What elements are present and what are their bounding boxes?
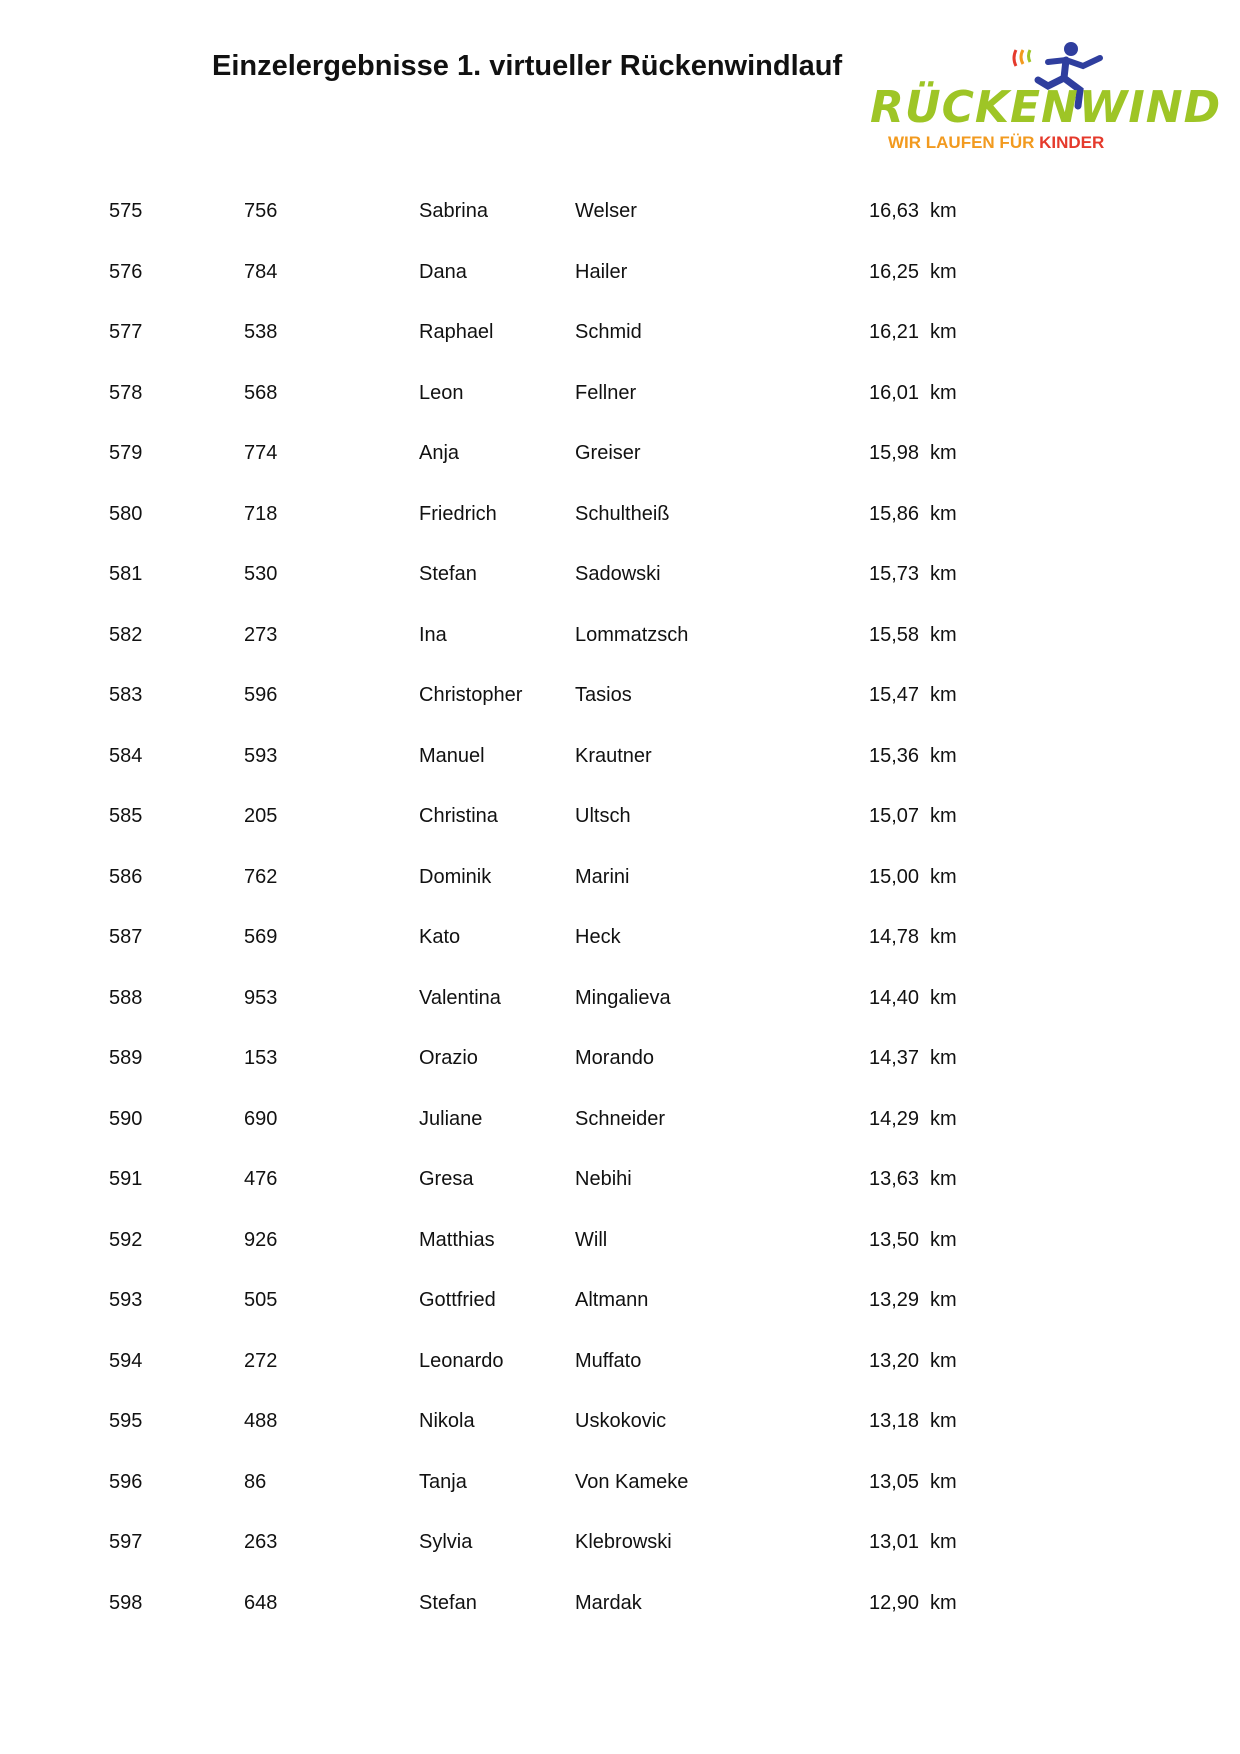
- bib-cell: 505: [244, 1289, 278, 1311]
- bib-cell: 648: [244, 1591, 278, 1614]
- rank-cell: 592: [109, 1228, 143, 1251]
- logo-tagline-part2: KINDER: [1039, 133, 1105, 152]
- first-name-cell: Ina: [419, 623, 447, 646]
- result-row: [0, 1158, 1240, 1219]
- result-row: [0, 432, 1240, 493]
- unit-cell: km: [930, 381, 957, 404]
- result-row: [0, 190, 1240, 251]
- unit-cell: km: [930, 986, 957, 1009]
- distance-cell: 15,07: [869, 805, 920, 827]
- last-name-cell: Schmid: [575, 321, 642, 343]
- last-name-cell: Tasios: [575, 684, 632, 706]
- rank-cell: 581: [109, 563, 143, 585]
- last-name-cell: Klebrowski: [575, 1531, 672, 1553]
- distance-cell: 15,86: [869, 502, 920, 525]
- page-title: Einzelergebnisse 1. virtueller Rückenwindlauf: [212, 50, 843, 82]
- results-list: [0, 190, 1240, 1642]
- distance-cell: 15,00: [869, 865, 920, 888]
- rank-cell: 591: [109, 1168, 143, 1190]
- bib-cell: 784: [244, 260, 278, 283]
- distance-cell: 16,01: [869, 381, 920, 404]
- unit-cell: km: [930, 1531, 957, 1553]
- first-name-cell: Dana: [419, 260, 467, 283]
- last-name-cell: Sadowski: [575, 563, 661, 585]
- result-row: [0, 1461, 1240, 1522]
- rank-cell: 597: [109, 1531, 143, 1553]
- first-name-cell: Nikola: [419, 1410, 475, 1432]
- first-name-cell: Sabrina: [419, 200, 488, 222]
- bib-cell: 153: [244, 1047, 278, 1069]
- last-name-cell: Krautner: [575, 744, 652, 767]
- last-name-cell: Von Kameke: [575, 1470, 689, 1493]
- rank-cell: 587: [109, 926, 143, 948]
- bib-cell: 86: [244, 1470, 267, 1493]
- logo-tagline: [888, 133, 1104, 153]
- first-name-cell: Juliane: [419, 1107, 483, 1130]
- first-name-cell: Gresa: [419, 1168, 474, 1190]
- distance-cell: 14,37: [869, 1047, 920, 1069]
- last-name-cell: Heck: [575, 926, 621, 948]
- unit-cell: km: [930, 744, 957, 767]
- unit-cell: km: [930, 805, 957, 827]
- distance-cell: 12,90: [869, 1591, 920, 1614]
- unit-cell: km: [930, 1349, 957, 1372]
- bib-cell: 476: [244, 1168, 278, 1190]
- bib-cell: 593: [244, 744, 278, 767]
- rank-cell: 583: [109, 684, 143, 706]
- last-name-cell: Lommatzsch: [575, 623, 689, 646]
- last-name-cell: Schultheiß: [575, 502, 670, 525]
- rueckenwind-logo: [868, 40, 1222, 155]
- bib-cell: 953: [244, 986, 278, 1009]
- last-name-cell: Welser: [575, 200, 637, 222]
- distance-cell: 15,73: [869, 563, 920, 585]
- bib-cell: 762: [244, 865, 278, 888]
- unit-cell: km: [930, 684, 957, 706]
- unit-cell: km: [930, 321, 957, 343]
- distance-cell: 15,58: [869, 623, 920, 646]
- bib-cell: 718: [244, 502, 278, 525]
- unit-cell: km: [930, 1591, 957, 1614]
- rank-cell: 576: [109, 260, 143, 283]
- distance-cell: 16,25: [869, 260, 920, 283]
- last-name-cell: Greiser: [575, 442, 641, 464]
- first-name-cell: Stefan: [419, 563, 477, 585]
- first-name-cell: Friedrich: [419, 502, 497, 525]
- bib-cell: 569: [244, 926, 278, 948]
- first-name-cell: Leon: [419, 381, 464, 404]
- bib-cell: 263: [244, 1531, 278, 1553]
- result-row: [0, 856, 1240, 917]
- last-name-cell: Altmann: [575, 1289, 649, 1311]
- result-row: [0, 1279, 1240, 1340]
- result-row: [0, 674, 1240, 735]
- distance-cell: 13,01: [869, 1531, 920, 1553]
- result-row: [0, 795, 1240, 856]
- unit-cell: km: [930, 1168, 957, 1190]
- bib-cell: 774: [244, 442, 278, 464]
- first-name-cell: Kato: [419, 926, 461, 948]
- rank-cell: 575: [109, 200, 143, 222]
- rank-cell: 594: [109, 1349, 143, 1372]
- first-name-cell: Christopher: [419, 684, 523, 706]
- result-row: [0, 1219, 1240, 1280]
- unit-cell: km: [930, 623, 957, 646]
- distance-cell: 16,63: [869, 200, 920, 222]
- result-row: [0, 493, 1240, 554]
- first-name-cell: Stefan: [419, 1591, 477, 1614]
- last-name-cell: Fellner: [575, 381, 637, 404]
- rank-cell: 589: [109, 1047, 143, 1069]
- rank-cell: 578: [109, 381, 143, 404]
- distance-cell: 13,29: [869, 1289, 920, 1311]
- distance-cell: 16,21: [869, 321, 920, 343]
- unit-cell: km: [930, 502, 957, 525]
- rank-cell: 590: [109, 1107, 143, 1130]
- rank-cell: 586: [109, 865, 143, 888]
- bib-cell: 568: [244, 381, 278, 404]
- result-row: [0, 372, 1240, 433]
- first-name-cell: Manuel: [419, 744, 485, 767]
- distance-cell: 13,20: [869, 1349, 920, 1372]
- unit-cell: km: [930, 442, 957, 464]
- last-name-cell: Nebihi: [575, 1168, 632, 1190]
- result-row: [0, 1340, 1240, 1401]
- unit-cell: km: [930, 200, 957, 222]
- result-row: [0, 614, 1240, 675]
- last-name-cell: Ultsch: [575, 805, 631, 827]
- bib-cell: 538: [244, 321, 278, 343]
- first-name-cell: Gottfried: [419, 1289, 496, 1311]
- first-name-cell: Orazio: [419, 1047, 478, 1069]
- first-name-cell: Anja: [419, 442, 460, 464]
- rank-cell: 595: [109, 1410, 143, 1432]
- unit-cell: km: [930, 865, 957, 888]
- rank-cell: 598: [109, 1591, 143, 1614]
- rank-cell: 580: [109, 502, 143, 525]
- result-row: [0, 1400, 1240, 1461]
- first-name-cell: Christina: [419, 805, 498, 827]
- bib-cell: 272: [244, 1349, 278, 1372]
- first-name-cell: Sylvia: [419, 1531, 473, 1553]
- bib-cell: 596: [244, 684, 278, 706]
- distance-cell: 13,50: [869, 1228, 920, 1251]
- bib-cell: 488: [244, 1410, 278, 1432]
- unit-cell: km: [930, 1470, 957, 1493]
- first-name-cell: Leonardo: [419, 1349, 504, 1372]
- result-row: [0, 916, 1240, 977]
- unit-cell: km: [930, 1289, 957, 1311]
- first-name-cell: Matthias: [419, 1228, 495, 1251]
- bib-cell: 205: [244, 805, 278, 827]
- first-name-cell: Raphael: [419, 321, 494, 343]
- first-name-cell: Tanja: [419, 1470, 467, 1493]
- logo-tagline-part1: WIR LAUFEN FÜR: [888, 133, 1040, 152]
- distance-cell: 14,29: [869, 1107, 920, 1130]
- result-row: [0, 1582, 1240, 1643]
- bib-cell: 690: [244, 1107, 278, 1130]
- result-row: [0, 735, 1240, 796]
- rank-cell: 593: [109, 1289, 143, 1311]
- distance-cell: 13,18: [869, 1410, 920, 1432]
- bib-cell: 273: [244, 623, 278, 646]
- distance-cell: 14,40: [869, 986, 920, 1009]
- distance-cell: 15,47: [869, 684, 920, 706]
- last-name-cell: Muffato: [575, 1349, 642, 1372]
- result-row: [0, 553, 1240, 614]
- distance-cell: 13,63: [869, 1168, 920, 1190]
- rank-cell: 596: [109, 1470, 143, 1493]
- last-name-cell: Will: [575, 1228, 608, 1251]
- unit-cell: km: [930, 1047, 957, 1069]
- distance-cell: 15,36: [869, 744, 920, 767]
- rank-cell: 588: [109, 986, 143, 1009]
- result-row: [0, 251, 1240, 312]
- rank-cell: 579: [109, 442, 143, 464]
- unit-cell: km: [930, 926, 957, 948]
- first-name-cell: Dominik: [419, 865, 492, 888]
- result-row: [0, 1037, 1240, 1098]
- unit-cell: km: [930, 260, 957, 283]
- rank-cell: 585: [109, 805, 143, 827]
- result-row: [0, 1098, 1240, 1159]
- bib-cell: 926: [244, 1228, 278, 1251]
- last-name-cell: Marini: [575, 865, 630, 888]
- unit-cell: km: [930, 1107, 957, 1130]
- distance-cell: 13,05: [869, 1470, 920, 1493]
- unit-cell: km: [930, 1228, 957, 1251]
- distance-cell: 15,98: [869, 442, 920, 464]
- last-name-cell: Schneider: [575, 1107, 666, 1130]
- result-row: [0, 311, 1240, 372]
- last-name-cell: Hailer: [575, 260, 628, 283]
- last-name-cell: Mardak: [575, 1591, 642, 1614]
- result-row: [0, 1521, 1240, 1582]
- last-name-cell: Morando: [575, 1047, 654, 1069]
- rank-cell: 582: [109, 623, 143, 646]
- last-name-cell: Uskokovic: [575, 1410, 667, 1432]
- rank-cell: 584: [109, 744, 143, 767]
- bib-cell: 530: [244, 563, 278, 585]
- first-name-cell: Valentina: [419, 986, 501, 1009]
- unit-cell: km: [930, 563, 957, 585]
- result-row: [0, 977, 1240, 1038]
- rank-cell: 577: [109, 321, 143, 343]
- distance-cell: 14,78: [869, 926, 920, 948]
- last-name-cell: Mingalieva: [575, 986, 671, 1009]
- unit-cell: km: [930, 1410, 957, 1432]
- logo-wordmark: RÜCKENWIND: [870, 82, 1222, 133]
- bib-cell: 756: [244, 200, 278, 222]
